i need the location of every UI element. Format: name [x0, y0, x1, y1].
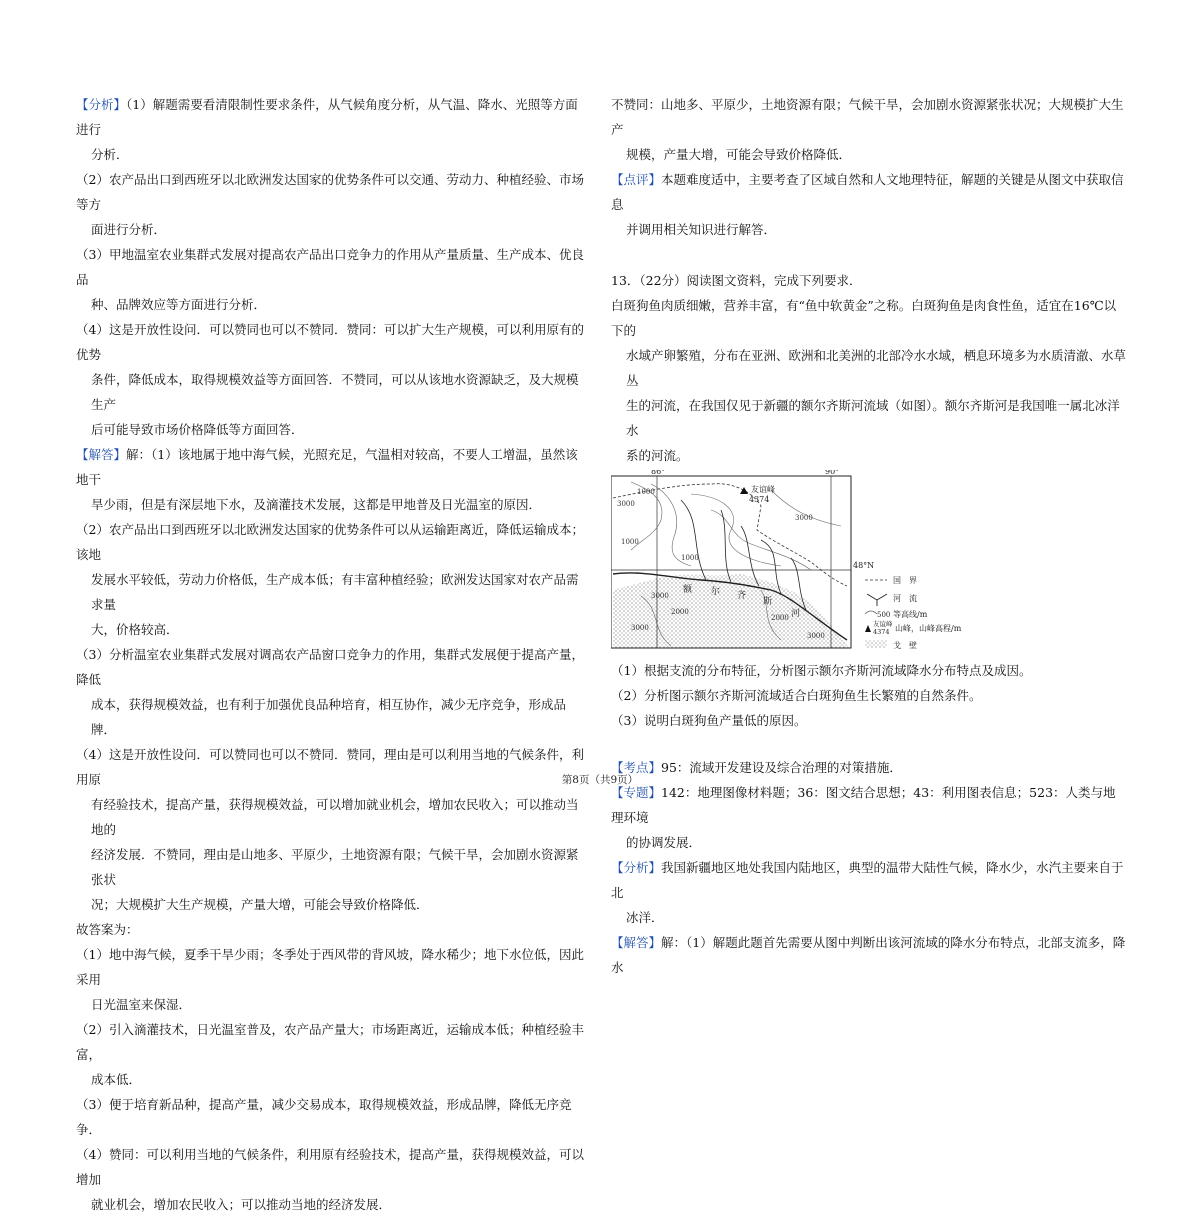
legend-border-label: 国 界 — [893, 576, 917, 585]
legend-contour-label: 等高线/m — [893, 610, 928, 619]
paragraph: 【解答】解：（1）解题此题首先需要从图中判断出该河流域的降水分布特点，北部支流多，降水 — [611, 935, 1126, 975]
section-tag: 【点评】 — [611, 172, 662, 187]
map-figure — [611, 470, 1131, 654]
legend-peak-label: 山峰，山峰高程/m — [895, 624, 962, 633]
legend-gobi-swatch — [865, 640, 887, 648]
contour-label: 1000 — [621, 538, 639, 546]
paragraph: 【点评】本题难度适中，主要考查了区域自然和人文地理特征，解题的关键是从图文中获取信息 — [611, 172, 1124, 212]
section-tag: 【解答】 — [76, 447, 127, 462]
contour-label: 1000 — [681, 554, 699, 562]
contour-label: 1000 — [637, 488, 655, 496]
question-item: （2）分析图示额尔齐斯河流域适合白斑狗鱼生长繁殖的自然条件。 — [611, 688, 982, 703]
map-legend — [865, 576, 962, 650]
contour-label: 3000 — [651, 592, 669, 600]
legend-river-label: 河 流 — [893, 594, 917, 603]
legend-peak-icon — [865, 625, 871, 632]
legend-peak-num: 4374 — [873, 628, 890, 636]
page-footer: 第8页（共9页） — [561, 774, 639, 786]
contour-label: 3000 — [617, 500, 635, 508]
contour-label: 3000 — [795, 514, 813, 522]
peak-elevation: 4374 — [749, 495, 770, 504]
river-label-char: 河 — [791, 609, 801, 619]
question-item: （3）说明白斑狗鱼产量低的原因。 — [611, 713, 807, 728]
question-title: 13．（22分）阅读图文资料，完成下列要求． — [611, 273, 862, 288]
section-tag: 【考点】 — [611, 760, 662, 775]
section-tag: 【分析】 — [611, 860, 662, 875]
question-item: （1）根据支流的分布特征，分析图示额尔齐斯河流域降水分布特点及成因。 — [611, 663, 1032, 678]
paragraph: 【考点】95：流域开发建设及综合治理的对策措施． — [611, 760, 902, 775]
paragraph: 【解答】解：（1）该地属于地中海气候，光照充足，气温相对较高，不要人工增温，虽然该地干 — [76, 447, 578, 487]
section-tag: 【分析】 — [76, 97, 127, 112]
paragraph: 【专题】142：地理图像材料题；36：图文结合思想；43：利用图表信息；523：人类与地理环境 — [611, 785, 1116, 825]
lat-label-48: 48°N — [853, 561, 875, 570]
peak-name: 友谊峰 — [751, 485, 775, 494]
left-column: 【分析】（1）解题需要看清限制性要求条件，从气候角度分析，从气温、降水、光照等方面进行 分析． （2）农产品出口到西班牙以北欧洲发达国家的优势条件可以交通、劳动力、种植经验、市场等方 面进行分析． （3）甲地温室农业集群式发展对提高农产品出口竞争力的作用从产量质量、生产成本、优良品 种、品牌效应等方面进行分析． （4）这是开放性设问．可以赞同也可以不赞同．赞同：可以扩大生产规模，可以利用原有的优势 条件，降低成本，取得规模效益等方面回答．不赞同，可以从该地水资源缺乏，及大规模生产 后可能导致市场价格降低等方面回答． 【解答】解：（1）该地属于地中海气候，光照充足，气温相对较高，不要人工增温，虽然该地干 旱少雨，但是有深层地下水，及滴灌技术发展，这都是甲地普及日光温室的原因． （2）农产品出口到西班牙以北欧洲发达国家的优势条件可以从运输距离近，降低运输成本；该地 发展水平较低，劳动力价格低，生产成本低；有丰富种植经验；欧洲发达国家对农产品需求量 大，价格较高． （3）分析温室农业集群式发展对调高农产品窗口竞争力的作用，集群式发展便于提高产量，降低 成本，获得规模效益，也有利于加强优良品种培育，相互协作，减少无序竞争，形成品牌． （4）这是开放性设问．可以赞同也可以不赞同．赞同，理由是可以利用当地的气候条件，利用原 有经验技术，提高产量，获得规模效益，可以增加就业机会，增加农民收入；可以推动当地的 经济发展．不赞同，理由是山地多、平原少，土地资源有限；气候干旱，会加剧水资源紧张状 况；大规模扩大生产规模，产量大增，可能会导致价格降低． 故答案为： （1）地中海气候，夏季干旱少雨；冬季处于西风带的背风坡，降水稀少；地下水位低，因此采用 日光温室来保湿． （2）引入滴灌技术，日光温室普及，农产品产量大；市场距离近，运输成本低；种植经验丰富， 成本低． （3）便于培育新品种，提高产量，减少交易成本，取得规模效益，形成品牌，降低无序竞争． （4）赞同：可以利用当地的气候条件，利用原有经验技术，提高产量，获得规模效益，可以增加 就业机会，增加农民收入；可以推动当地的经济发展． — [76, 92, 590, 1217]
contour-label: 3000 — [807, 632, 825, 640]
lon-label-86: 86° — [651, 470, 666, 476]
paragraph: 【分析】（1）解题需要看清限制性要求条件，从气候角度分析，从气温、降水、光照等方面进行 — [76, 97, 578, 137]
legend-peak-name: 友谊峰 — [873, 620, 893, 628]
contour-label: 3000 — [631, 624, 649, 632]
contour-label: 2000 — [671, 608, 689, 616]
river-label-char: 齐 — [737, 591, 747, 601]
lon-label-90: 90° — [825, 470, 840, 476]
paragraph: 【分析】我国新疆地区地处我国内陆地区，典型的温带大陆性气候，降水少，水汽主要来自于北 — [611, 860, 1124, 900]
right-column: 不赞同：山地多、平原少，土地资源有限；气候干旱，会加剧水资源紧张状况；大规模扩大生产 规模，产量大增，可能会导致价格降低． 【点评】本题难度适中，主要考查了区域自然和人文地理特征，解题的关键是从图文中获取信息 并调用相关知识进行解答． 13．（22分）阅读图文资料，完成下列要求． 白斑狗鱼肉质细嫩，营养丰富，有“鱼中软黄金”之称。白斑狗鱼是肉食性鱼，适宜在16℃以下的 水域产卵繁殖，分布在亚洲、欧洲和北美洲的北部冷水水域，栖息环境多为水质清澈、水草丛 生的河流，在我国仅见于新疆的额尔齐斯河流域（如图）。额尔齐斯河是我国唯一属北冰洋水 系的河流。 友谊峰 4374 86° 90° 48°N 1000 3000 3000 1000 1000 3000 2000 3000 2000 3000 额 尔 齐 斯 河 国 界 河 流 500 等高线/m 友谊峰 4374 山峰，山峰高程/m 戈 壁 （1）根据支流的分布特征，分析图示额尔齐斯河流域降水分布特点及成因。 （2）分析图示额尔齐斯河流域适合白斑狗鱼生长繁殖的自然条件。 （3）说明白斑狗鱼产量低的原因。 【考点】95：流域开发建设及综合治理的对策措施． 【专题】142：地理图像材料题；36：图文结合思想；43：利用图表信息；523：人类与地理环境 的协调发展． 【分析】我国新疆地区地处我国内陆地区，典型的温带大陆性气候，降水少，水汽主要来自于北 冰洋． 【解答】解：（1）解题此题首先需要从图中判断出该河流域的降水分布特点，北部支流多，降水 — [611, 92, 1128, 980]
legend-river-icon — [867, 594, 887, 606]
contour-label: 2000 — [771, 614, 789, 622]
river-label-char: 额 — [683, 585, 693, 595]
legend-gobi-label: 戈 壁 — [893, 641, 917, 650]
river-label-char: 斯 — [763, 597, 773, 607]
section-tag: 【专题】 — [611, 785, 662, 800]
legend-contour-num: 500 — [877, 611, 891, 619]
section-tag: 【解答】 — [611, 935, 662, 950]
river-label-char: 尔 — [711, 587, 721, 597]
irtysh-river-map — [611, 470, 1131, 654]
